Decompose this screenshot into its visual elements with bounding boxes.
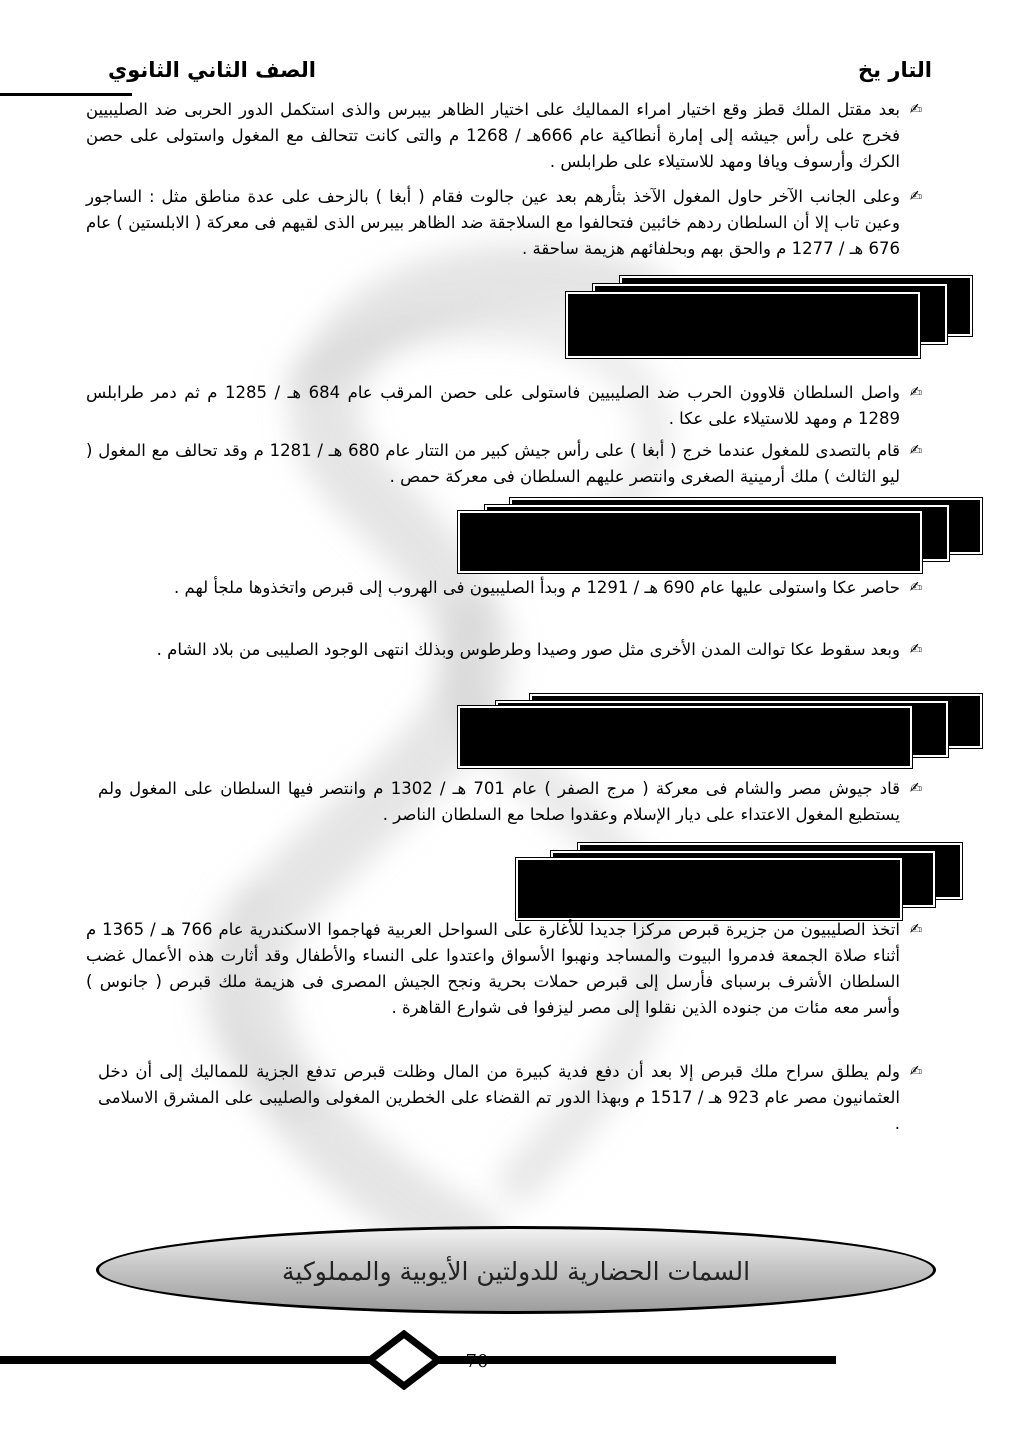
- redacted-heading: [566, 292, 920, 358]
- header-subject: التار يخ: [858, 58, 932, 82]
- writing-hand-icon: ✍: [909, 920, 923, 938]
- writing-hand-icon: ✍: [909, 578, 923, 596]
- paragraph: ✍ اتخذ الصليبيون من جزيرة قبرص مركزا جديدا للأغارة على السواحل العربية فهاجموا الاسكندرية عام 766 هـ / 1365 م أثناء صلاة الجمعة فدمروا البيوت والمساجد ونهبوا الأسواق واعتدوا على النساء والأطفال وقد أثارت هذه الأعمال غضب السلطان الأشرف برسباى فأرسل إلى قبرص حملات بحرية ونجح الجيش المصرى فى هزيمة ملك قبرص ( جانوس ) وأسر معه مئات من جنوده الذين نقلوا إلى مصر ليزفوا فى شوارع القاهرة .: [86, 917, 900, 1021]
- footer-rule-left: [0, 1356, 372, 1364]
- paragraph: ✍ وعلى الجانب الآخر حاول المغول الآخذ بثأرهم بعد عين جالوت فقام ( أبغا ) بالزحف على عدة مناطق مثل : الساجور وعين تاب إلا أن السلطان ردهم خائبين فتحالفوا مع السلاجقة ضد الظاهر بيبرس الذى لقيهم فى معركة ( الابلستين ) عام 676 هـ / 1277 م والحق بهم وبحلفائهم هزيمة ساحقة .: [86, 184, 900, 262]
- paragraph: ✍ حاصر عكا واستولى عليها عام 690 هـ / 1291 م وبدأ الصليبيون فى الهروب إلى قبرص واتخذوها ملجأ لهم .: [86, 575, 900, 601]
- section-title-banner: [96, 1226, 936, 1314]
- redacted-heading: [516, 858, 902, 920]
- paragraph: ✍ ولم يطلق سراح ملك قبرص إلا بعد أن دفع فدية كبيرة من المال وظلت قبرص تدفع الجزية للمماليك إلى أن دخل العثمانيون مصر عام 923 هـ / 1517 م وبهذا الدور تم القضاء على الخطرين المغولى والصليبى على المشرق الاسلامى .: [98, 1059, 900, 1137]
- section-title: السمات الحضارية للدولتين الأيوبية والمملوكية: [281, 1257, 751, 1286]
- writing-hand-icon: ✍: [909, 779, 923, 797]
- paragraph: ✍ واصل السلطان قلاوون الحرب ضد الصليبيين فاستولى على حصن المرقب عام 684 هـ / 1285 م ثم دمر طرابلس 1289 م ومهد للاستيلاء على عكا .: [86, 380, 900, 432]
- writing-hand-icon: ✍: [909, 100, 923, 118]
- page-number: 70: [465, 1351, 489, 1372]
- paragraph: ✍ وبعد سقوط عكا توالت المدن الأخرى مثل صور وصيدا وطرطوس وبذلك انتهى الوجود الصليبى من بلاد الشام .: [86, 637, 900, 663]
- redacted-heading: [458, 511, 922, 573]
- header-underline: [0, 93, 132, 96]
- writing-hand-icon: ✍: [909, 187, 923, 205]
- paragraph: ✍ بعد مقتل الملك قطز وقع اختيار امراء المماليك على اختيار الظاهر بيبرس والذى استكمل الدور الحربى ضد الصليبيين فخرج على رأس جيشه إلى إمارة أنطاكية عام 666هـ / 1268 م والتى كانت تتحالف مع المغول واستولى على حصن الكرك وأرسوف ويافا ومهد للاستيلاء على طرابلس .: [86, 97, 900, 175]
- redacted-heading: [458, 706, 912, 768]
- writing-hand-icon: ✍: [909, 640, 923, 658]
- writing-hand-icon: ✍: [909, 383, 923, 401]
- diamond-ornament-icon: [364, 1330, 444, 1390]
- paragraph: ✍ قام بالتصدى للمغول عندما خرج ( أبغا ) على رأس جيش كبير من التتار عام 680 هـ / 1281 م وقد تحالف مع المغول ( ليو الثالث ) ملك أرمينية الصغرى وانتصر عليهم السلطان فى معركة حمص .: [86, 438, 900, 490]
- writing-hand-icon: ✍: [909, 441, 923, 459]
- paragraph: ✍ قاد جيوش مصر والشام فى معركة ( مرج الصفر ) عام 701 هـ / 1302 م وانتصر فيها السلطان على المغول ولم يستطيع المغول الاعتداء على ديار الإسلام وعقدوا صلحا مع السلطان الناصر .: [98, 776, 900, 828]
- header-grade: الصف الثاني الثانوي: [108, 58, 316, 82]
- writing-hand-icon: ✍: [909, 1062, 923, 1080]
